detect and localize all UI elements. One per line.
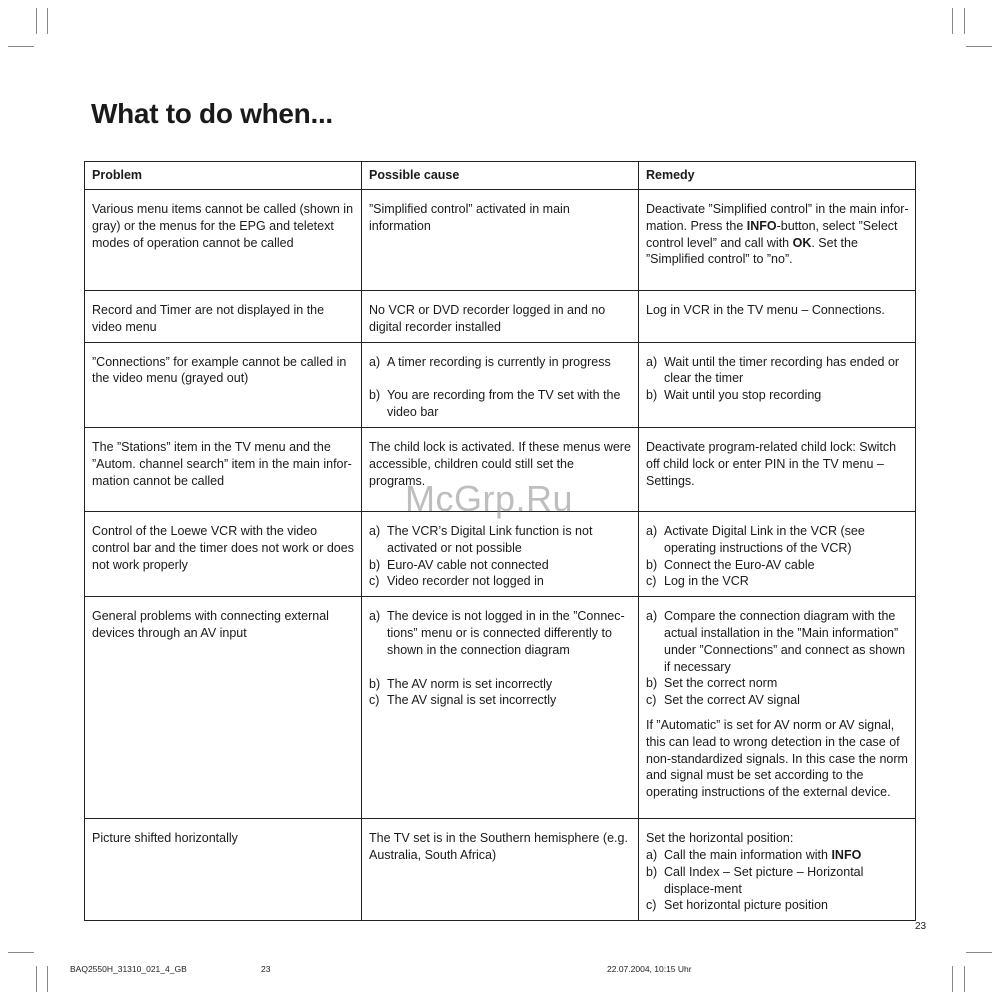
remedy-cell: Log in VCR in the TV menu – Connections. [639, 291, 916, 343]
cause-cell: ”Simplified control” activated in main information [362, 190, 639, 291]
problem-cell: The ”Stations” item in the TV menu and the ”Autom. channel search” item in the main infor-mation cannot be called [85, 427, 362, 511]
column-header-cause: Possible cause [362, 162, 639, 190]
list-item: a) Wait until the timer recording has ended or clear the timer [646, 354, 900, 386]
cause-cell: The TV set is in the Southern hemisphere (e.g. Australia, South Africa) [362, 819, 639, 921]
footer-page: 23 [261, 964, 271, 974]
cause-cell [362, 342, 639, 427]
crop-mark [966, 952, 992, 953]
list-item: c) Log in the VCR [646, 574, 749, 589]
ok-button-label: OK [792, 235, 812, 250]
list-item: a) The device is not logged in in the ”Connec-tions” menu or is connected differently to shown in the connection diagram [369, 609, 625, 657]
table-header-row [85, 162, 916, 190]
list-item: a) Activate Digital Link in the VCR (see operating instructions of the VCR) [646, 523, 865, 555]
crop-mark [952, 8, 953, 34]
list-item: b) Call Index – Set picture – Horizontal displace-ment [646, 864, 864, 896]
list-item: b) Connect the Euro-AV cable [646, 557, 815, 572]
info-button-label: INFO [746, 218, 777, 233]
table-row [85, 597, 916, 819]
list-item: c) Video recorder not logged in [369, 574, 544, 589]
remedy-cell: Deactivate program-related child lock: Switch off child lock or enter PIN in the TV menu – Settings. [639, 427, 916, 511]
cause-cell: The child lock is activated. If these menus were accessible, children could still set the programs. [362, 427, 639, 511]
list-item: a) A timer recording is currently in progress [369, 354, 611, 369]
remedy-cell: Deactivate ”Simplified control” in the main infor-mation. Press the INFO-button, select ”Select control level” and call with OK. Set the ”Simplified control” to ”no”. [639, 190, 916, 291]
list-item: a) Call the main information with INFO [646, 847, 862, 862]
cause-cell [362, 511, 639, 596]
crop-mark [8, 46, 34, 47]
list-item: c) Set the correct AV signal [646, 693, 800, 708]
remedy-cell [639, 511, 916, 596]
cause-cell: No VCR or DVD recorder logged in and no digital recorder installed [362, 291, 639, 343]
crop-mark [36, 8, 37, 34]
remedy-cell [639, 597, 916, 819]
remedy-note: If ”Automatic” is set for AV norm or AV signal, this can lead to wrong detection in the case of non-standardized signals. In this case the norm and signal must be set according to the operating instructions of the external device. [646, 717, 908, 800]
footer-filename: BAQ2550H_31310_021_4_GB [70, 964, 187, 974]
table-row [85, 190, 916, 291]
table-row [85, 342, 916, 427]
crop-mark [47, 8, 48, 34]
list-item: a) Compare the connection diagram with the actual installation in the ”Main information” under ”Connections” and connect as shown if necessary [646, 609, 906, 674]
troubleshooting-table [84, 161, 916, 921]
problem-cell: Record and Timer are not displayed in the video menu [85, 291, 362, 343]
column-header-remedy: Remedy [639, 162, 916, 190]
problem-cell: Control of the Loewe VCR with the video control bar and the timer does not work or does not work properly [85, 511, 362, 596]
list-item: a) The VCR’s Digital Link function is not activated or not possible [369, 523, 593, 555]
crop-mark [964, 966, 965, 992]
remedy-cell [639, 342, 916, 427]
info-button-label: INFO [831, 847, 862, 862]
crop-mark [964, 8, 965, 34]
table-row [85, 819, 916, 921]
crop-mark [966, 46, 992, 47]
list-item: b) The AV norm is set incorrectly [369, 676, 553, 691]
list-item: b) You are recording from the TV set with the video bar [369, 388, 621, 420]
list-item: b) Wait until you stop recording [646, 388, 822, 403]
table-row [85, 291, 916, 343]
page-title: What to do when... [91, 98, 333, 129]
problem-cell: Picture shifted horizontally [85, 819, 362, 921]
problem-cell: General problems with connecting external devices through an AV input [85, 597, 362, 819]
cause-cell [362, 597, 639, 819]
list-item: b) Euro-AV cable not connected [369, 557, 549, 572]
list-item: b) Set the correct norm [646, 676, 778, 691]
problem-cell: ”Connections” for example cannot be called in the video menu (grayed out) [85, 342, 362, 427]
problem-cell: Various menu items cannot be called (shown in gray) or the menus for the EPG and teletext modes of operation cannot be called [85, 190, 362, 291]
table-row [85, 511, 916, 596]
list-item: c) The AV signal is set incorrectly [369, 693, 557, 708]
remedy-cell: Set the horizontal position: a) Call the main information with INFO b) Call Index – Set picture – Horizontal displace-ment c) Set horizontal picture position [639, 819, 916, 921]
footer-timestamp: 22.07.2004, 10:15 Uhr [607, 964, 692, 974]
column-header-problem: Problem [85, 162, 362, 190]
crop-mark [952, 966, 953, 992]
crop-mark [47, 966, 48, 992]
watermark: McGrp.Ru [405, 478, 574, 519]
crop-mark [8, 952, 34, 953]
crop-mark [36, 966, 37, 992]
list-item: c) Set horizontal picture position [646, 898, 828, 913]
page-number: 23 [915, 921, 927, 932]
